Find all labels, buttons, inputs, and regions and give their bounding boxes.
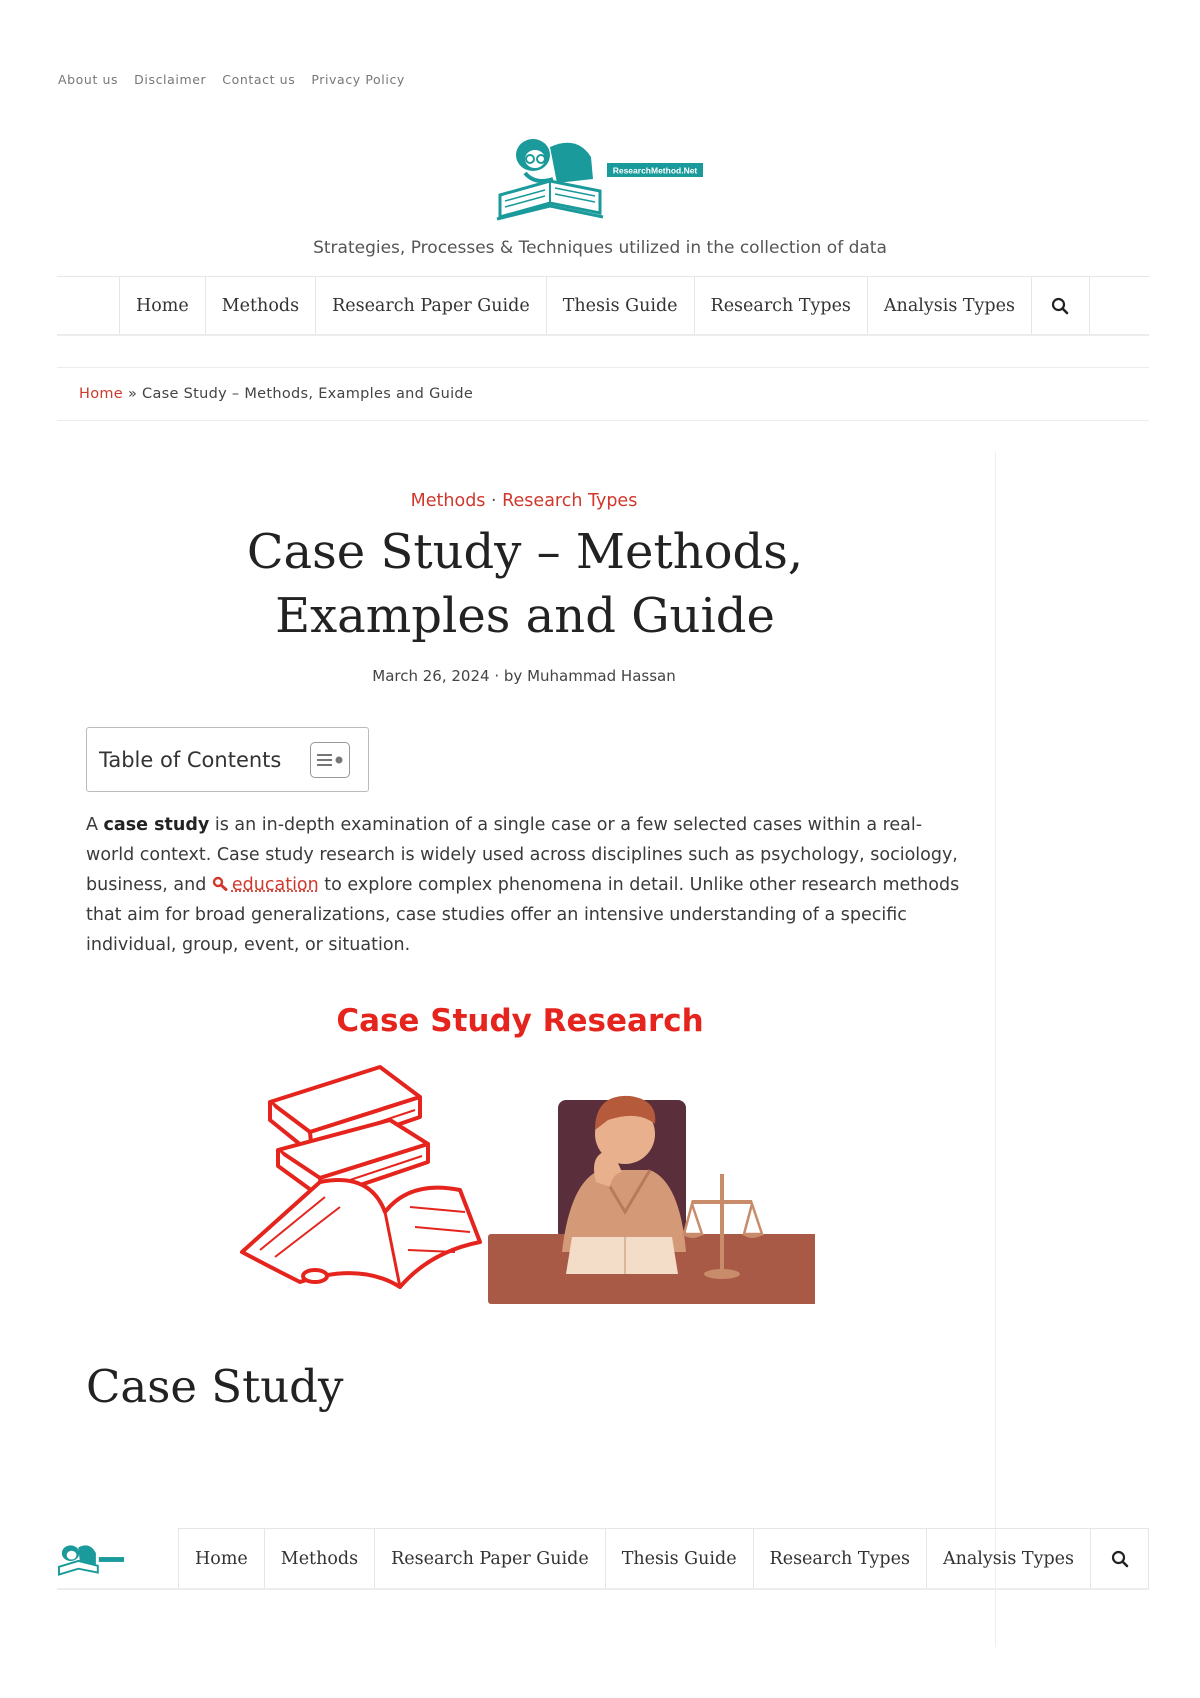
intro-text-1: A	[86, 815, 104, 835]
search-button[interactable]	[1032, 277, 1090, 334]
case-study-illustration	[240, 1062, 815, 1312]
nav-analysis-types[interactable]: Analysis Types	[868, 277, 1032, 334]
search-icon	[1111, 1550, 1129, 1568]
nav-research-paper-guide[interactable]: Research Paper Guide	[316, 277, 547, 334]
post-by: · by	[494, 667, 523, 685]
breadcrumb-separator: »	[123, 386, 143, 402]
table-of-contents	[86, 727, 369, 792]
search-icon	[1051, 297, 1069, 315]
illustration-title: Case Study Research	[336, 1003, 704, 1039]
nav-methods[interactable]: Methods	[206, 277, 316, 334]
disclaimer-link[interactable]: Disclaimer	[134, 72, 207, 87]
sidebar-divider	[995, 452, 996, 1647]
nav-home[interactable]: Home	[120, 277, 206, 334]
post-meta	[0, 667, 1048, 685]
search-link-icon	[212, 876, 229, 891]
toc-toggle-button[interactable]	[310, 742, 350, 778]
post-date: March 26, 2024	[372, 667, 490, 685]
page-title: Case Study – Methods, Examples and Guide	[246, 524, 804, 644]
site-tagline: Strategies, Processes & Techniques utilized in the collection of data	[313, 238, 887, 258]
top-links	[58, 72, 405, 87]
category-separator: ·	[491, 491, 497, 511]
intro-text-2: is an in-depth examination of a single case or a few selected cases within a real-world context. Case study research is widely used across disciplines such as psychology, sociology, business, and	[86, 815, 958, 895]
sticky-nav	[57, 1528, 1149, 1590]
list-toggle-icon	[316, 752, 344, 768]
sticky-nav-methods[interactable]: Methods	[265, 1529, 375, 1588]
breadcrumb-home-link[interactable]: Home	[79, 386, 124, 402]
nav-research-types[interactable]: Research Types	[695, 277, 868, 334]
sticky-search-button[interactable]	[1091, 1529, 1149, 1588]
privacy-policy-link[interactable]: Privacy Policy	[311, 72, 405, 87]
sticky-nav-research-types[interactable]: Research Types	[754, 1529, 927, 1588]
site-logo[interactable]	[495, 133, 710, 225]
contact-us-link[interactable]: Contact us	[222, 72, 296, 87]
books-icon	[242, 1067, 480, 1287]
sticky-nav-thesis-guide[interactable]: Thesis Guide	[606, 1529, 754, 1588]
section-heading-case-study: Case Study	[86, 1360, 344, 1413]
toc-label: Table of Contents	[99, 747, 282, 772]
category-research-types-link[interactable]: Research Types	[502, 491, 638, 511]
sticky-nav-analysis-types[interactable]: Analysis Types	[927, 1529, 1091, 1588]
logo-wordmark: ResearchMethod.Net	[612, 165, 698, 176]
nav-thesis-guide[interactable]: Thesis Guide	[547, 277, 695, 334]
post-author-link[interactable]: Muhammad Hassan	[527, 667, 676, 685]
intro-paragraph	[86, 810, 966, 960]
researcher-illustration-icon	[488, 1096, 815, 1304]
sticky-nav-home[interactable]: Home	[179, 1529, 265, 1588]
post-categories	[0, 491, 1048, 511]
education-link[interactable]: education	[231, 875, 319, 895]
sticky-site-logo[interactable]	[57, 1539, 125, 1579]
breadcrumb	[57, 367, 1149, 421]
primary-nav	[57, 276, 1149, 336]
intro-term: case study	[103, 815, 210, 835]
category-methods-link[interactable]: Methods	[410, 491, 486, 511]
breadcrumb-current: Case Study – Methods, Examples and Guide	[142, 386, 474, 402]
about-us-link[interactable]: About us	[58, 72, 119, 87]
intro-text-3: to explore complex phenomena in detail. Unlike other research methods that aim for broad generalizations, case studies offer an intensive understanding of a specific individual, group, event, or situation.	[86, 875, 960, 955]
sticky-nav-research-paper-guide[interactable]: Research Paper Guide	[375, 1529, 606, 1588]
